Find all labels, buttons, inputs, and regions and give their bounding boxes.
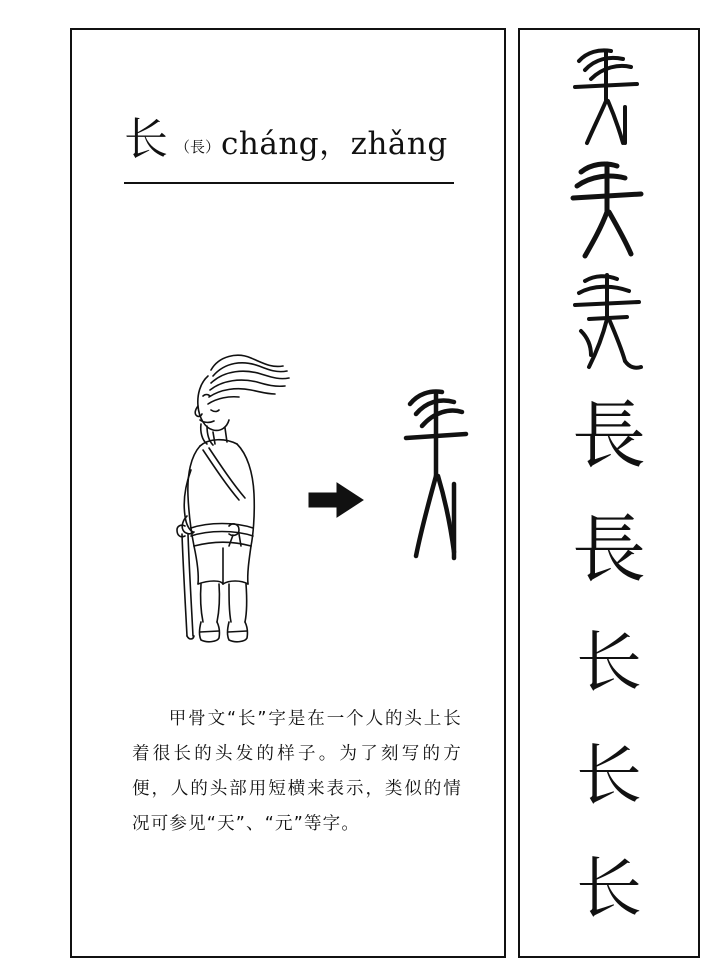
- script-item-clerical: [534, 380, 684, 492]
- running-script-glyph: 长: [576, 737, 642, 815]
- main-panel: [70, 28, 506, 958]
- regular-simplified-glyph: 长: [576, 850, 642, 928]
- regular-traditional-glyph: 長: [572, 506, 646, 593]
- clerical-script-glyph: 長: [572, 393, 646, 480]
- headword-row: [124, 114, 448, 165]
- script-item-running: [534, 720, 684, 832]
- oracle-bone-glyph: [392, 380, 482, 580]
- seal-script-glyph-icon: [561, 271, 657, 375]
- old-man-drawing: [167, 340, 297, 650]
- bronze-script-glyph-icon: [561, 158, 657, 262]
- header-divider: [124, 182, 454, 184]
- explanation-paragraph: [132, 702, 462, 842]
- script-item-oracle-bone: [534, 41, 684, 153]
- headword-pinyin: cháng，zhǎng: [221, 126, 448, 162]
- script-item-regular-traditional: [534, 494, 684, 606]
- script-item-cursive: [534, 607, 684, 719]
- illustration-area: [112, 330, 468, 660]
- explanation-text: 甲骨文“长”字是在一个人的头上长着很长的头发的样子。为了刻写的方便，人的头部用短横来表示，类似的情况可参见“天”、“元”等字。: [132, 709, 462, 834]
- headword-traditional-parenthetical: （長）: [175, 138, 221, 156]
- oracle-bone-script-glyph-icon: [561, 45, 657, 149]
- cursive-script-glyph: 长: [576, 623, 642, 701]
- script-evolution-panel: [518, 28, 700, 958]
- script-item-regular-simplified: [534, 833, 684, 945]
- script-column: [520, 30, 698, 956]
- script-item-bronze: [534, 154, 684, 266]
- right-arrow-icon: [307, 480, 365, 520]
- script-item-seal: [534, 267, 684, 379]
- headword-simplified: 长: [124, 114, 169, 165]
